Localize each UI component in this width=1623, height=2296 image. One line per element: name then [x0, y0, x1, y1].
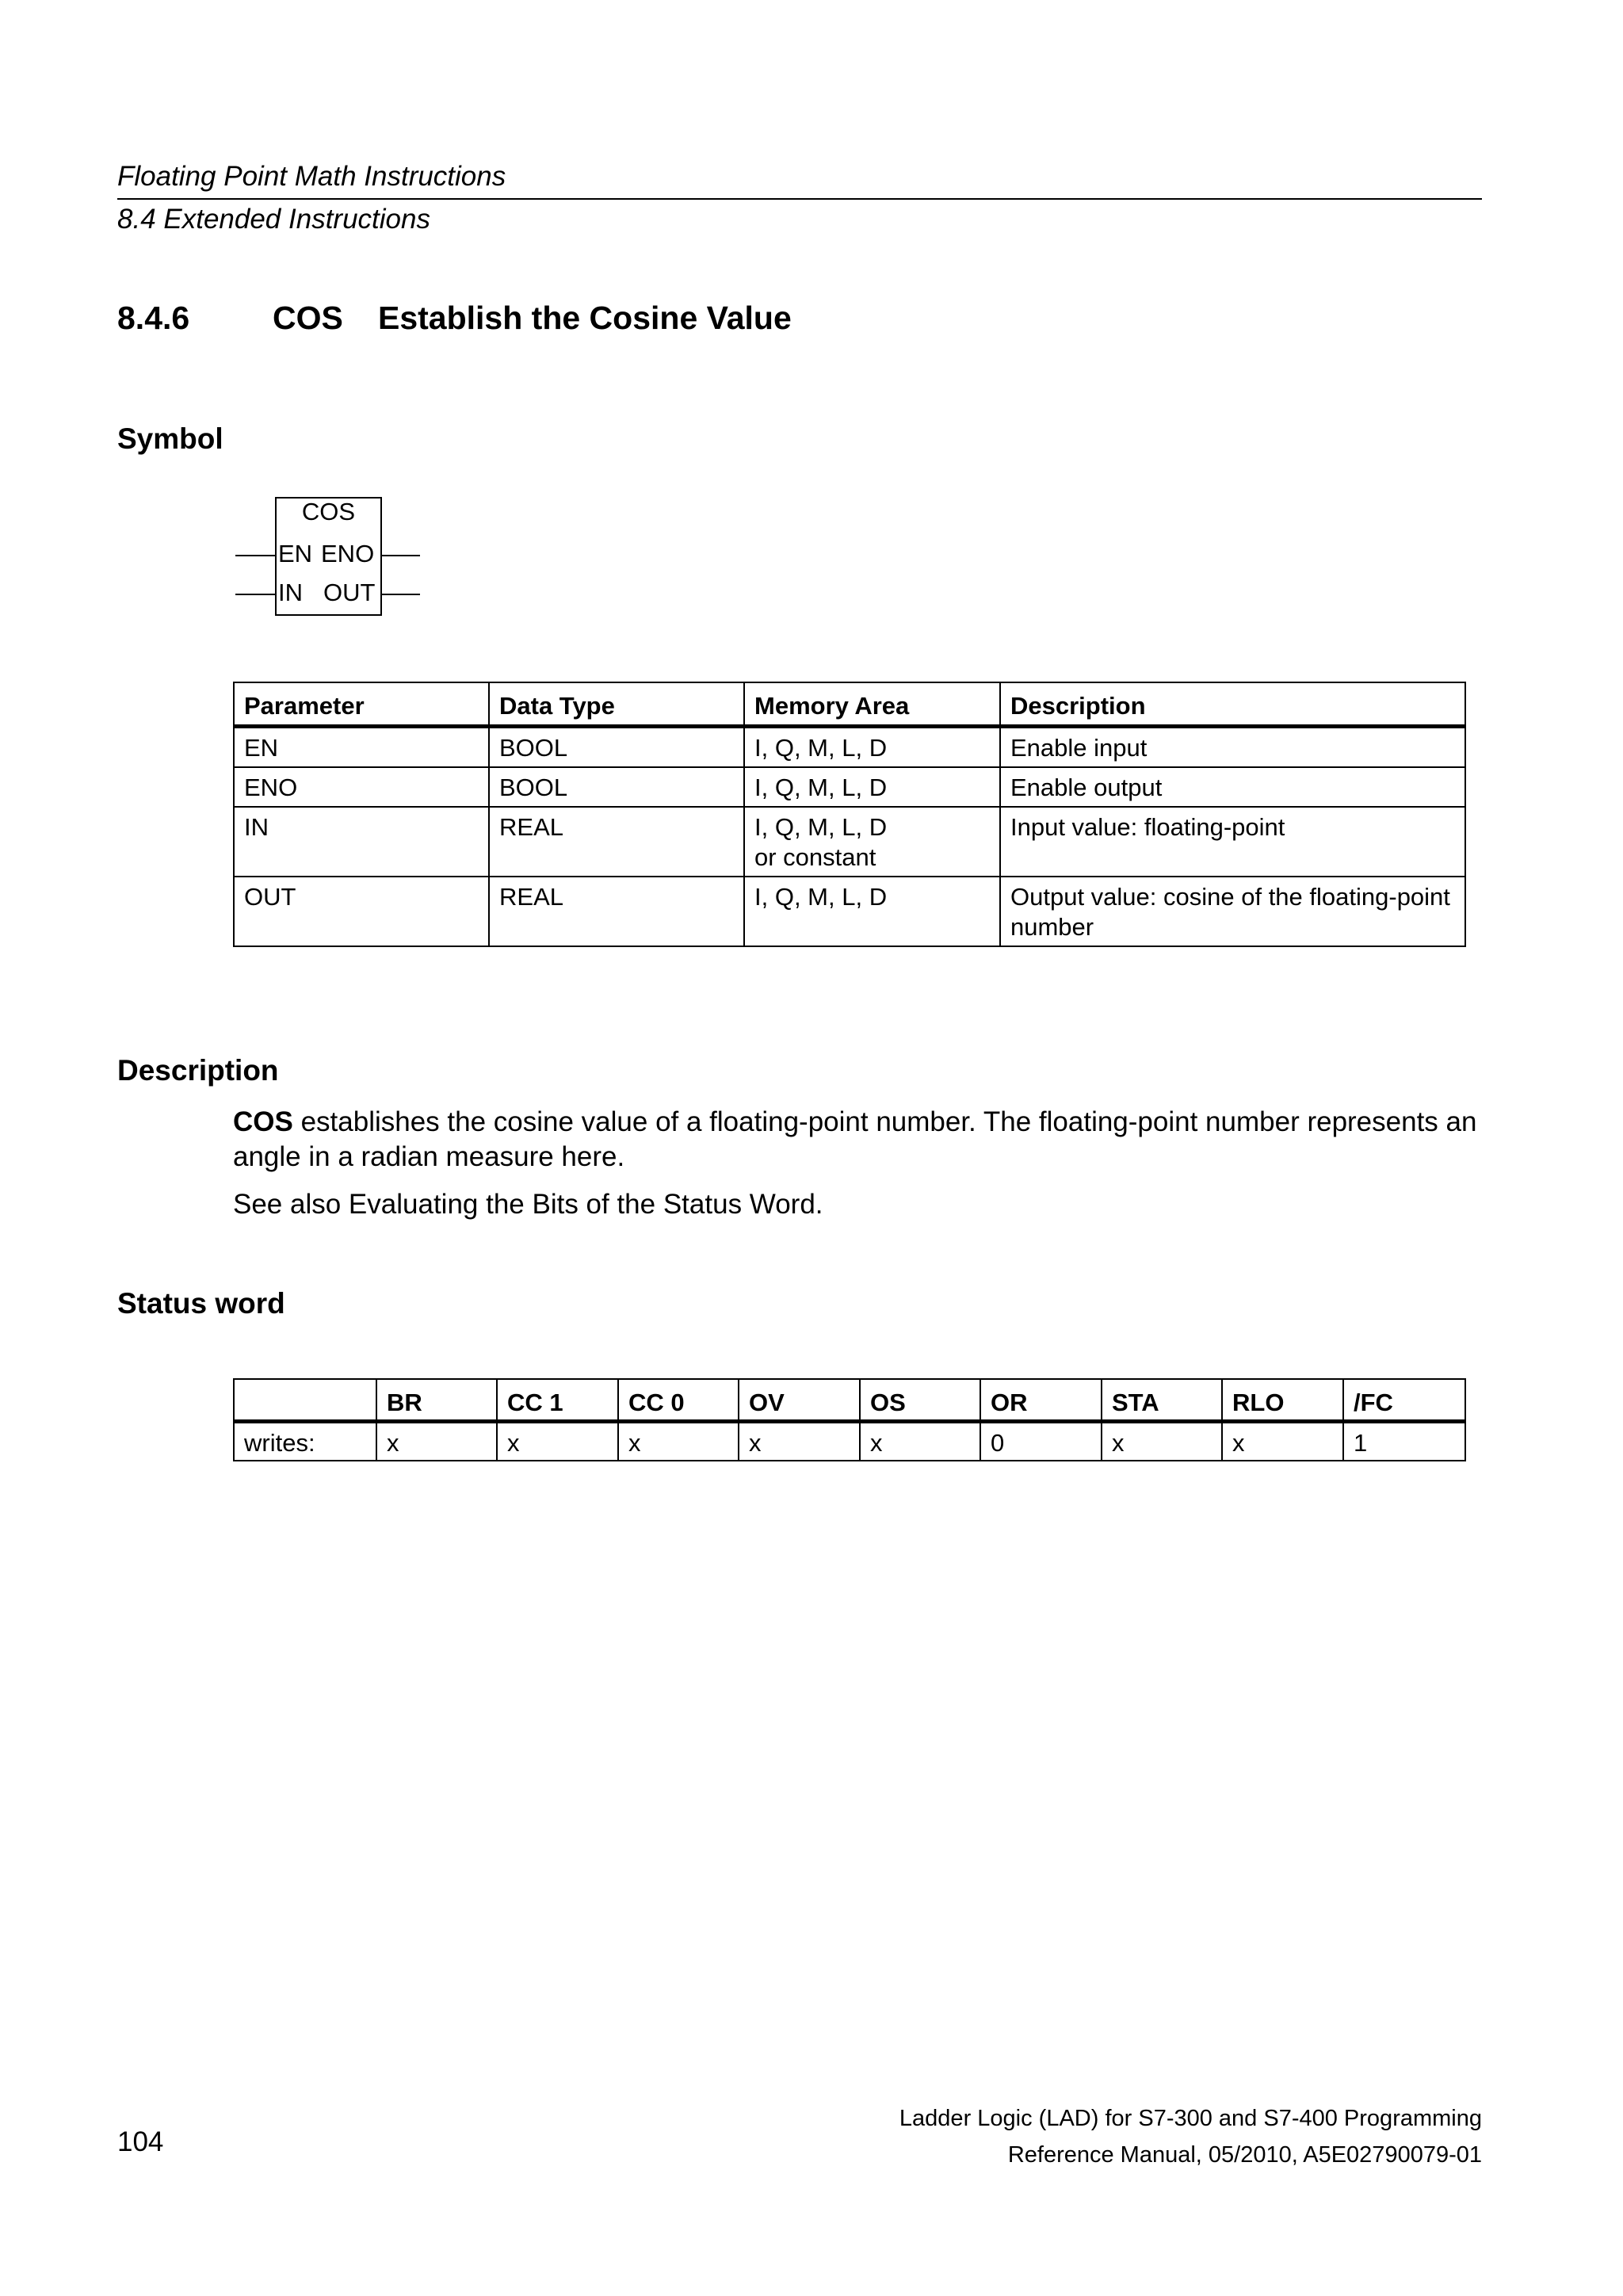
running-header	[117, 157, 1482, 239]
table-cell: Enable output	[1000, 767, 1465, 807]
status-word-heading: Status word	[117, 1287, 285, 1320]
column-header: RLO	[1222, 1379, 1343, 1422]
table-cell: writes:	[234, 1422, 376, 1461]
cos-block-title: COS	[301, 498, 356, 525]
parameter-table	[233, 682, 1466, 947]
table-cell: REAL	[489, 807, 744, 877]
en-wire	[235, 555, 275, 556]
section-heading-text: Establish the Cosine Value	[378, 300, 792, 336]
table-cell: Input value: floating-point	[1000, 807, 1465, 877]
description-lead: COS	[233, 1106, 293, 1137]
column-header	[234, 1379, 376, 1422]
section-number: 8.4.6	[117, 300, 190, 336]
column-header: OR	[980, 1379, 1102, 1422]
pin-eno: ENO	[321, 540, 375, 567]
table-cell: OUT	[234, 877, 489, 946]
description-text: establishes the cosine value of a floating-point number. The floating-point number represents an angle in a radian measure here.	[233, 1106, 1477, 1172]
table-cell: BOOL	[489, 767, 744, 807]
column-header: STA	[1102, 1379, 1222, 1422]
symbol-heading: Symbol	[117, 422, 223, 455]
pin-en: EN	[278, 540, 313, 567]
footer-manual-edition: Reference Manual, 05/2010, A5E02790079-01	[1007, 2142, 1482, 2168]
column-header: CC 0	[618, 1379, 739, 1422]
column-header: OS	[860, 1379, 980, 1422]
status-word-table	[233, 1378, 1466, 1461]
section-mnemonic: COS	[273, 300, 343, 336]
table-cell: x	[376, 1422, 497, 1461]
page-number: 104	[117, 2126, 164, 2157]
table-cell: EN	[234, 727, 489, 768]
table-row	[234, 807, 1465, 877]
table-cell: x	[1222, 1422, 1343, 1461]
table-cell: ENO	[234, 767, 489, 807]
table-cell: 0	[980, 1422, 1102, 1461]
pin-out: OUT	[323, 579, 376, 606]
table-cell: x	[739, 1422, 860, 1461]
column-header: OV	[739, 1379, 860, 1422]
status-header-row	[234, 1379, 1465, 1422]
in-wire	[235, 594, 275, 595]
parameter-table-header	[234, 682, 1465, 727]
table-cell: x	[860, 1422, 980, 1461]
out-wire	[380, 594, 420, 595]
status-writes-row	[234, 1422, 1465, 1461]
table-row	[234, 877, 1465, 946]
table-row	[234, 767, 1465, 807]
chapter-title: Floating Point Math Instructions	[117, 161, 506, 192]
footer-info	[899, 2100, 1482, 2173]
table-cell: I, Q, M, L, D	[744, 727, 1000, 768]
column-header: Parameter	[234, 682, 489, 727]
table-cell: REAL	[489, 877, 744, 946]
footer-manual-title: Ladder Logic (LAD) for S7-300 and S7-400 Programming	[899, 2106, 1482, 2131]
eno-wire	[380, 555, 420, 556]
pin-in: IN	[278, 579, 303, 606]
see-also-text: See also Evaluating the Bits of the Status Word.	[233, 1189, 823, 1220]
table-row	[234, 727, 1465, 768]
table-cell: x	[497, 1422, 618, 1461]
description-paragraph	[233, 1105, 1477, 1175]
table-cell: I, Q, M, L, D	[744, 767, 1000, 807]
table-cell: BOOL	[489, 727, 744, 768]
description-heading: Description	[117, 1054, 279, 1087]
table-cell: I, Q, M, L, D	[744, 877, 1000, 946]
subchapter-title: 8.4 Extended Instructions	[117, 204, 430, 235]
table-cell: x	[618, 1422, 739, 1461]
table-cell: x	[1102, 1422, 1222, 1461]
section-title	[117, 300, 792, 337]
table-cell: Output value: cosine of the floating-point number	[1000, 877, 1465, 946]
column-header: BR	[376, 1379, 497, 1422]
table-cell: IN	[234, 807, 489, 877]
table-cell: I, Q, M, L, D or constant	[744, 807, 1000, 877]
column-header: /FC	[1343, 1379, 1465, 1422]
description-body	[233, 1105, 1477, 1222]
column-header: Memory Area	[744, 682, 1000, 727]
table-cell: Enable input	[1000, 727, 1465, 768]
table-cell: 1	[1343, 1422, 1465, 1461]
column-header: CC 1	[497, 1379, 618, 1422]
column-header: Data Type	[489, 682, 744, 727]
column-header: Description	[1000, 682, 1465, 727]
